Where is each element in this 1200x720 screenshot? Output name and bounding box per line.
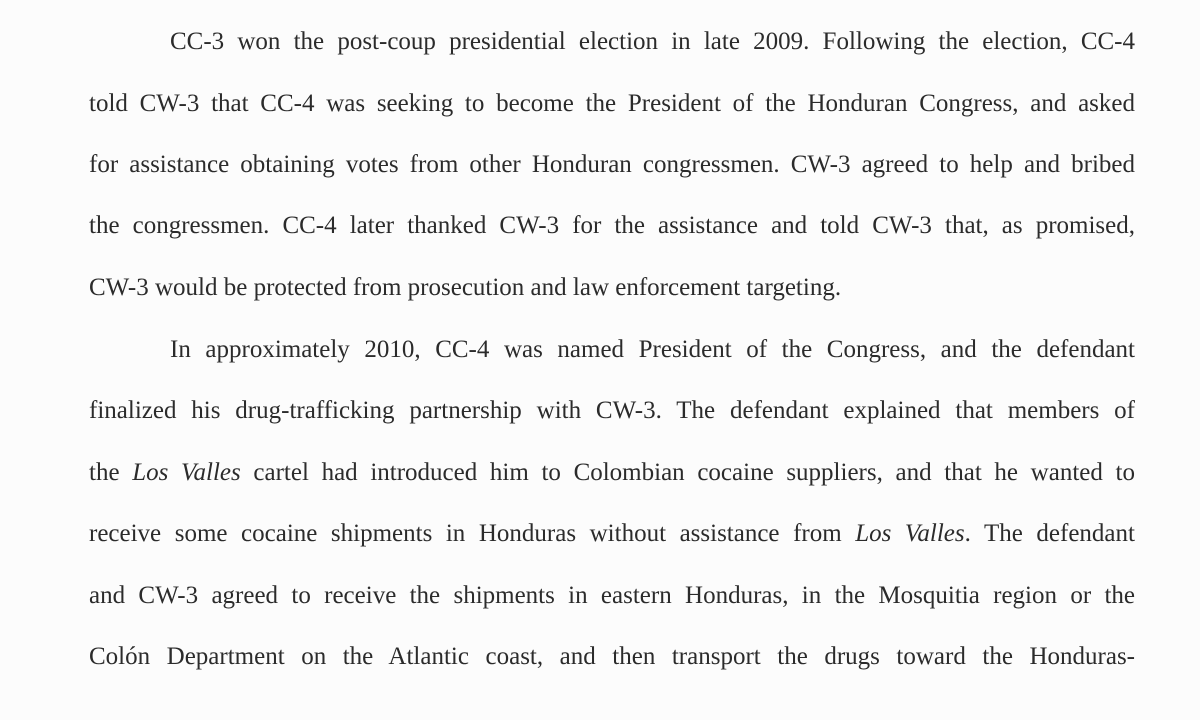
text-line: told CW-3 that CC-4 was seeking to become the President of the Honduran Congress, and asked (89, 90, 1135, 117)
text-line: CC-3 won the post-coup presidential election in late 2009. Following the election, CC-4 (170, 28, 1135, 55)
text-line: CW-3 would be protected from prosecution and law enforcement targeting. (89, 274, 842, 301)
text-line: for assistance obtaining votes from other Honduran congressmen. CW-3 agreed to help and bribed (89, 151, 1135, 178)
text-line: Colón Department on the Atlantic coast, and then transport the drugs toward the Honduras- (89, 643, 1135, 670)
text-line: the Los Valles cartel had introduced him to Colombian cocaine suppliers, and that he wanted to (89, 459, 1135, 486)
text-line: receive some cocaine shipments in Honduras without assistance from Los Valles. The defendant (89, 520, 1135, 547)
text-line: and CW-3 agreed to receive the shipments in eastern Honduras, in the Mosquitia region or the (89, 582, 1135, 609)
text-line: finalized his drug-trafficking partnership with CW-3. The defendant explained that members of (89, 397, 1135, 424)
text-line: In approximately 2010, CC-4 was named President of the Congress, and the defendant (170, 336, 1135, 363)
text-line: the congressmen. CC-4 later thanked CW-3 for the assistance and told CW-3 that, as promised, (89, 212, 1135, 239)
cartel-name-italic: Los Valles (855, 520, 965, 547)
cartel-name-italic: Los Valles (132, 459, 241, 486)
